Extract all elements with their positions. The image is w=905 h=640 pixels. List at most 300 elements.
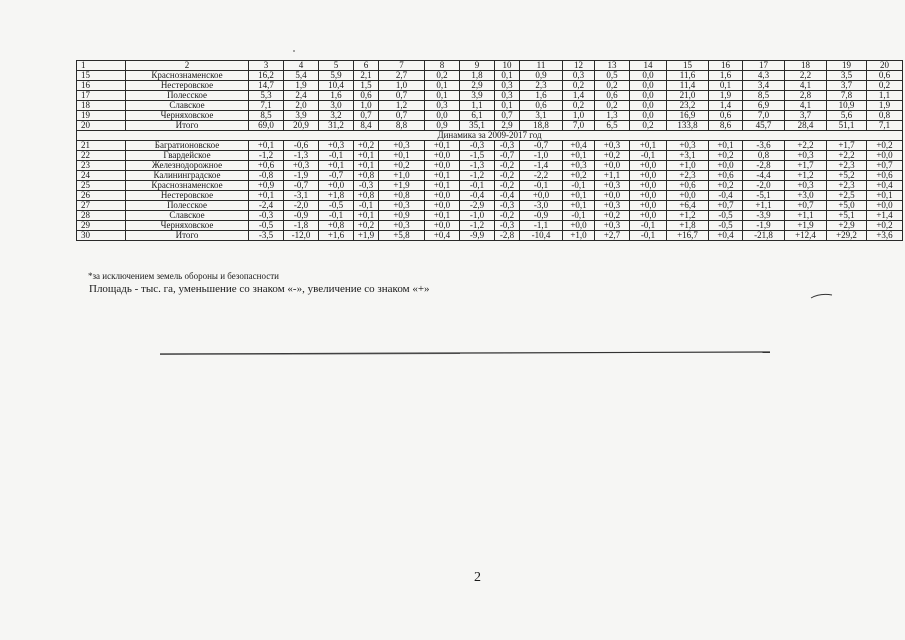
- value-cell: 7,0: [563, 121, 595, 131]
- value-cell: -1,0: [460, 211, 495, 221]
- value-cell: +0,4: [563, 141, 595, 151]
- value-cell: +0,1: [354, 151, 379, 161]
- row-number-cell: 30: [77, 231, 126, 241]
- district-name-cell: Славское: [126, 211, 249, 221]
- value-cell: -0,5: [249, 221, 284, 231]
- value-cell: +1,6: [319, 231, 354, 241]
- value-cell: +16,7: [667, 231, 709, 241]
- value-cell: 9: [460, 61, 495, 71]
- value-cell: -0,5: [709, 221, 743, 231]
- value-cell: -1,3: [284, 151, 319, 161]
- value-cell: +0,0: [425, 201, 460, 211]
- value-cell: +0,0: [425, 161, 460, 171]
- value-cell: 0,1: [425, 91, 460, 101]
- value-cell: +2,3: [827, 181, 867, 191]
- value-cell: -0,6: [284, 141, 319, 151]
- value-cell: 7,0: [743, 111, 785, 121]
- value-cell: +0,0: [630, 171, 667, 181]
- row-number-cell: 22: [77, 151, 126, 161]
- value-cell: +0,3: [785, 181, 827, 191]
- value-cell: 0,0: [630, 101, 667, 111]
- value-cell: -9,9: [460, 231, 495, 241]
- value-cell: -3,0: [520, 201, 563, 211]
- row-number-cell: 26: [77, 191, 126, 201]
- value-cell: +2,2: [785, 141, 827, 151]
- value-cell: -21,8: [743, 231, 785, 241]
- value-cell: +0,0: [595, 161, 630, 171]
- value-cell: -0,3: [460, 141, 495, 151]
- value-cell: +0,3: [319, 141, 354, 151]
- value-cell: 5,4: [284, 71, 319, 81]
- value-cell: +1,1: [785, 211, 827, 221]
- value-cell: +5,1: [827, 211, 867, 221]
- value-cell: +0,2: [709, 181, 743, 191]
- row-number-cell: 16: [77, 81, 126, 91]
- value-cell: 0,3: [495, 81, 520, 91]
- value-cell: -0,1: [563, 181, 595, 191]
- value-cell: 19: [827, 61, 867, 71]
- value-cell: -2,0: [743, 181, 785, 191]
- value-cell: +0,2: [563, 171, 595, 181]
- value-cell: +0,1: [563, 191, 595, 201]
- table-row: [77, 161, 903, 171]
- value-cell: +0,0: [630, 211, 667, 221]
- value-cell: -4,4: [743, 171, 785, 181]
- value-cell: +1,2: [785, 171, 827, 181]
- value-cell: +0,6: [709, 171, 743, 181]
- value-cell: 1,9: [709, 91, 743, 101]
- row-number-cell: 20: [77, 121, 126, 131]
- value-cell: +0,8: [319, 221, 354, 231]
- value-cell: +0,3: [595, 201, 630, 211]
- value-cell: 0,0: [630, 71, 667, 81]
- value-cell: +0,1: [354, 211, 379, 221]
- value-cell: 5,9: [319, 71, 354, 81]
- value-cell: 7: [379, 61, 425, 71]
- value-cell: -3,6: [743, 141, 785, 151]
- value-cell: +2,2: [827, 151, 867, 161]
- value-cell: 45,7: [743, 121, 785, 131]
- value-cell: 0,0: [630, 111, 667, 121]
- row-number-cell: 1: [77, 61, 126, 71]
- district-name-cell: Багратионовское: [126, 141, 249, 151]
- value-cell: +0,2: [709, 151, 743, 161]
- value-cell: +0,3: [667, 141, 709, 151]
- value-cell: -0,3: [495, 221, 520, 231]
- value-cell: -1,8: [284, 221, 319, 231]
- value-cell: -0,9: [520, 211, 563, 221]
- value-cell: -1,2: [460, 171, 495, 181]
- value-cell: 0,9: [425, 121, 460, 131]
- value-cell: +0,6: [867, 171, 903, 181]
- value-cell: -2,0: [284, 201, 319, 211]
- value-cell: 0,3: [563, 71, 595, 81]
- value-cell: 20: [867, 61, 903, 71]
- value-cell: -0,3: [249, 211, 284, 221]
- value-cell: 10,9: [827, 101, 867, 111]
- district-name-cell: Железнодорожное: [126, 161, 249, 171]
- value-cell: -2,8: [495, 231, 520, 241]
- row-number-cell: 21: [77, 141, 126, 151]
- value-cell: 0,1: [709, 81, 743, 91]
- value-cell: 0,6: [709, 111, 743, 121]
- value-cell: -2,8: [743, 161, 785, 171]
- value-cell: +0,1: [425, 181, 460, 191]
- value-cell: -3,9: [743, 211, 785, 221]
- row-number-cell: 25: [77, 181, 126, 191]
- value-cell: +0,4: [425, 231, 460, 241]
- value-cell: -2,4: [249, 201, 284, 211]
- value-cell: +1,9: [785, 221, 827, 231]
- value-cell: +0,0: [630, 181, 667, 191]
- value-cell: 3,5: [827, 71, 867, 81]
- value-cell: -0,1: [319, 211, 354, 221]
- district-name-cell: Калининградское: [126, 171, 249, 181]
- value-cell: +0,9: [249, 181, 284, 191]
- value-cell: -0,1: [354, 201, 379, 211]
- value-cell: 2,4: [284, 91, 319, 101]
- value-cell: +6,4: [667, 201, 709, 211]
- value-cell: -0,2: [495, 181, 520, 191]
- value-cell: 18,8: [520, 121, 563, 131]
- scan-speck: [293, 50, 295, 52]
- value-cell: -0,2: [495, 171, 520, 181]
- value-cell: 3,2: [319, 111, 354, 121]
- value-cell: 1,0: [379, 81, 425, 91]
- value-cell: +0,0: [630, 191, 667, 201]
- value-cell: +0,0: [867, 201, 903, 211]
- value-cell: +0,2: [595, 211, 630, 221]
- value-cell: 0,1: [425, 81, 460, 91]
- value-cell: 0,3: [425, 101, 460, 111]
- value-cell: +1,7: [827, 141, 867, 151]
- value-cell: 0,2: [867, 81, 903, 91]
- value-cell: -1,9: [743, 221, 785, 231]
- value-cell: 5: [319, 61, 354, 71]
- value-cell: 0,2: [563, 101, 595, 111]
- value-cell: 3,0: [319, 101, 354, 111]
- value-cell: +0,1: [425, 171, 460, 181]
- value-cell: -0,9: [284, 211, 319, 221]
- value-cell: -0,1: [630, 231, 667, 241]
- value-cell: +2,7: [595, 231, 630, 241]
- value-cell: -0,7: [284, 181, 319, 191]
- pen-mark: [810, 292, 834, 300]
- table-row: [77, 171, 903, 181]
- district-name-cell: Черняховское: [126, 221, 249, 231]
- value-cell: +0,0: [630, 161, 667, 171]
- table-row: [77, 211, 903, 221]
- table-row: [77, 181, 903, 191]
- value-cell: +0,3: [379, 201, 425, 211]
- value-cell: 1,8: [460, 71, 495, 81]
- row-number-cell: 19: [77, 111, 126, 121]
- value-cell: +1,8: [319, 191, 354, 201]
- value-cell: +0,1: [630, 141, 667, 151]
- value-cell: 0,2: [595, 101, 630, 111]
- table-row: [77, 91, 903, 101]
- value-cell: 0,6: [595, 91, 630, 101]
- value-cell: +0,3: [379, 221, 425, 231]
- table-row: [77, 221, 903, 231]
- value-cell: 14: [630, 61, 667, 71]
- value-cell: 1,0: [354, 101, 379, 111]
- value-cell: 0,7: [379, 91, 425, 101]
- value-cell: 6,5: [595, 121, 630, 131]
- value-cell: +0,1: [319, 161, 354, 171]
- value-cell: +0,1: [563, 201, 595, 211]
- value-cell: +0,1: [425, 211, 460, 221]
- value-cell: -0,3: [495, 141, 520, 151]
- value-cell: +0,0: [595, 191, 630, 201]
- value-cell: -0,4: [460, 191, 495, 201]
- value-cell: 1,6: [709, 71, 743, 81]
- value-cell: +0,0: [709, 161, 743, 171]
- value-cell: 1,2: [379, 101, 425, 111]
- district-name-cell: Нестеровское: [126, 191, 249, 201]
- value-cell: 18: [785, 61, 827, 71]
- value-cell: +1,1: [743, 201, 785, 211]
- value-cell: 11: [520, 61, 563, 71]
- value-cell: -1,2: [249, 151, 284, 161]
- table-row: [77, 71, 903, 81]
- value-cell: 11,4: [667, 81, 709, 91]
- district-name-cell: Краснознаменское: [126, 181, 249, 191]
- value-cell: +2,9: [827, 221, 867, 231]
- value-cell: +3,6: [867, 231, 903, 241]
- value-cell: +0,1: [249, 191, 284, 201]
- value-cell: +0,8: [354, 191, 379, 201]
- value-cell: +0,0: [867, 151, 903, 161]
- value-cell: -0,2: [495, 161, 520, 171]
- value-cell: +2,5: [827, 191, 867, 201]
- value-cell: 1,9: [867, 101, 903, 111]
- table-row: [77, 141, 903, 151]
- table-row: [77, 191, 903, 201]
- value-cell: -0,1: [630, 151, 667, 161]
- value-cell: -0,4: [709, 191, 743, 201]
- value-cell: 1,4: [709, 101, 743, 111]
- value-cell: +2,3: [827, 161, 867, 171]
- value-cell: +1,0: [563, 231, 595, 241]
- value-cell: +0,1: [563, 151, 595, 161]
- value-cell: 0,8: [867, 111, 903, 121]
- value-cell: +0,0: [667, 191, 709, 201]
- value-cell: 10,4: [319, 81, 354, 91]
- value-cell: 0,7: [495, 111, 520, 121]
- table-row: [77, 111, 903, 121]
- value-cell: -0,3: [495, 201, 520, 211]
- district-name-cell: Славское: [126, 101, 249, 111]
- district-name-cell: Гвардейское: [126, 151, 249, 161]
- row-number-cell: 29: [77, 221, 126, 231]
- value-cell: 0,6: [867, 71, 903, 81]
- value-cell: 5,6: [827, 111, 867, 121]
- value-cell: 0,1: [495, 101, 520, 111]
- value-cell: 1,9: [284, 81, 319, 91]
- value-cell: 20,9: [284, 121, 319, 131]
- value-cell: -0,5: [319, 201, 354, 211]
- value-cell: -1,4: [520, 161, 563, 171]
- value-cell: 0,9: [520, 71, 563, 81]
- value-cell: +0,1: [249, 141, 284, 151]
- value-cell: +1,9: [379, 181, 425, 191]
- row-number-cell: 28: [77, 211, 126, 221]
- value-cell: +0,4: [709, 231, 743, 241]
- value-cell: 21,0: [667, 91, 709, 101]
- value-cell: 3: [249, 61, 284, 71]
- section-row: [77, 131, 903, 141]
- district-name-cell: 2: [126, 61, 249, 71]
- value-cell: 2,3: [520, 81, 563, 91]
- value-cell: +0,0: [630, 201, 667, 211]
- pen-stroke-line: [160, 351, 770, 355]
- value-cell: 69,0: [249, 121, 284, 131]
- value-cell: -3,5: [249, 231, 284, 241]
- value-cell: +1,1: [595, 171, 630, 181]
- value-cell: 28,4: [785, 121, 827, 131]
- value-cell: -0,1: [460, 181, 495, 191]
- value-cell: -0,1: [319, 151, 354, 161]
- value-cell: 1,1: [867, 91, 903, 101]
- value-cell: +0,2: [379, 161, 425, 171]
- value-cell: 35,1: [460, 121, 495, 131]
- value-cell: +1,7: [785, 161, 827, 171]
- table-row: [77, 81, 903, 91]
- value-cell: 7,1: [867, 121, 903, 131]
- value-cell: 2,1: [354, 71, 379, 81]
- value-cell: 1,3: [595, 111, 630, 121]
- value-cell: 2,9: [495, 121, 520, 131]
- value-cell: -2,9: [460, 201, 495, 211]
- value-cell: 7,8: [827, 91, 867, 101]
- value-cell: -3,1: [284, 191, 319, 201]
- value-cell: +0,3: [595, 141, 630, 151]
- value-cell: +0,8: [379, 191, 425, 201]
- value-cell: 1,6: [520, 91, 563, 101]
- value-cell: 0,2: [630, 121, 667, 131]
- row-number-cell: 18: [77, 101, 126, 111]
- row-number-cell: 24: [77, 171, 126, 181]
- value-cell: 1,4: [563, 91, 595, 101]
- row-number-cell: 27: [77, 201, 126, 211]
- value-cell: +0,7: [867, 161, 903, 171]
- value-cell: +12,4: [785, 231, 827, 241]
- row-number-cell: 15: [77, 71, 126, 81]
- value-cell: +0,7: [785, 201, 827, 211]
- value-cell: 3,1: [520, 111, 563, 121]
- value-cell: +0,2: [867, 221, 903, 231]
- district-name-cell: Нестеровское: [126, 81, 249, 91]
- value-cell: +0,0: [425, 221, 460, 231]
- value-cell: 11,6: [667, 71, 709, 81]
- value-cell: +0,7: [709, 201, 743, 211]
- value-cell: 4,3: [743, 71, 785, 81]
- value-cell: 8,8: [379, 121, 425, 131]
- value-cell: -0,1: [563, 211, 595, 221]
- value-cell: +0,6: [667, 181, 709, 191]
- value-cell: 15: [667, 61, 709, 71]
- value-cell: 6,1: [460, 111, 495, 121]
- table-row: [77, 121, 903, 131]
- value-cell: 16: [709, 61, 743, 71]
- value-cell: 5,3: [249, 91, 284, 101]
- value-cell: 0,2: [595, 81, 630, 91]
- value-cell: -5,1: [743, 191, 785, 201]
- district-name-cell: Итого: [126, 121, 249, 131]
- value-cell: 0,2: [425, 71, 460, 81]
- value-cell: +0,3: [595, 221, 630, 231]
- value-cell: 8: [425, 61, 460, 71]
- value-cell: 2,0: [284, 101, 319, 111]
- value-cell: +0,3: [284, 161, 319, 171]
- value-cell: +0,1: [867, 191, 903, 201]
- value-cell: 16,2: [249, 71, 284, 81]
- value-cell: +0,3: [379, 141, 425, 151]
- value-cell: +0,0: [425, 151, 460, 161]
- section-title: Динамика за 2009-2017 год: [77, 131, 903, 141]
- value-cell: 0,5: [595, 71, 630, 81]
- value-cell: +0,1: [354, 161, 379, 171]
- value-cell: +0,1: [425, 141, 460, 151]
- value-cell: 0,8: [743, 151, 785, 161]
- value-cell: 3,7: [785, 111, 827, 121]
- value-cell: 31,2: [319, 121, 354, 131]
- value-cell: 133,8: [667, 121, 709, 131]
- value-cell: 4: [284, 61, 319, 71]
- value-cell: 1,0: [563, 111, 595, 121]
- value-cell: 2,8: [785, 91, 827, 101]
- value-cell: +0,4: [867, 181, 903, 191]
- value-cell: +0,2: [595, 151, 630, 161]
- value-cell: 0,0: [630, 81, 667, 91]
- value-cell: -1,5: [460, 151, 495, 161]
- value-cell: 6,9: [743, 101, 785, 111]
- area-units-note: Площадь - тыс. га, уменьшение со знаком «-», увеличение со знаком «+»: [89, 283, 430, 295]
- value-cell: 3,4: [743, 81, 785, 91]
- value-cell: -1,0: [520, 151, 563, 161]
- value-cell: 2,2: [785, 71, 827, 81]
- table-row: [77, 231, 903, 241]
- page-number: 2: [474, 570, 481, 585]
- value-cell: 10: [495, 61, 520, 71]
- value-cell: 4,1: [785, 101, 827, 111]
- value-cell: 3,9: [284, 111, 319, 121]
- value-cell: 14,7: [249, 81, 284, 91]
- value-cell: -0,5: [709, 211, 743, 221]
- value-cell: -1,2: [460, 221, 495, 231]
- value-cell: +0,3: [595, 181, 630, 191]
- value-cell: 0,0: [630, 91, 667, 101]
- value-cell: +3,1: [667, 151, 709, 161]
- value-cell: 8,6: [709, 121, 743, 131]
- value-cell: -12,0: [284, 231, 319, 241]
- value-cell: 6: [354, 61, 379, 71]
- value-cell: +1,4: [867, 211, 903, 221]
- value-cell: 1,1: [460, 101, 495, 111]
- value-cell: +5,8: [379, 231, 425, 241]
- value-cell: 3,9: [460, 91, 495, 101]
- value-cell: 13: [595, 61, 630, 71]
- value-cell: 0,7: [379, 111, 425, 121]
- value-cell: -0,4: [495, 191, 520, 201]
- value-cell: +1,8: [667, 221, 709, 231]
- value-cell: +0,3: [785, 151, 827, 161]
- value-cell: +0,1: [379, 151, 425, 161]
- value-cell: 7,1: [249, 101, 284, 111]
- value-cell: +0,3: [563, 161, 595, 171]
- value-cell: -0,2: [495, 211, 520, 221]
